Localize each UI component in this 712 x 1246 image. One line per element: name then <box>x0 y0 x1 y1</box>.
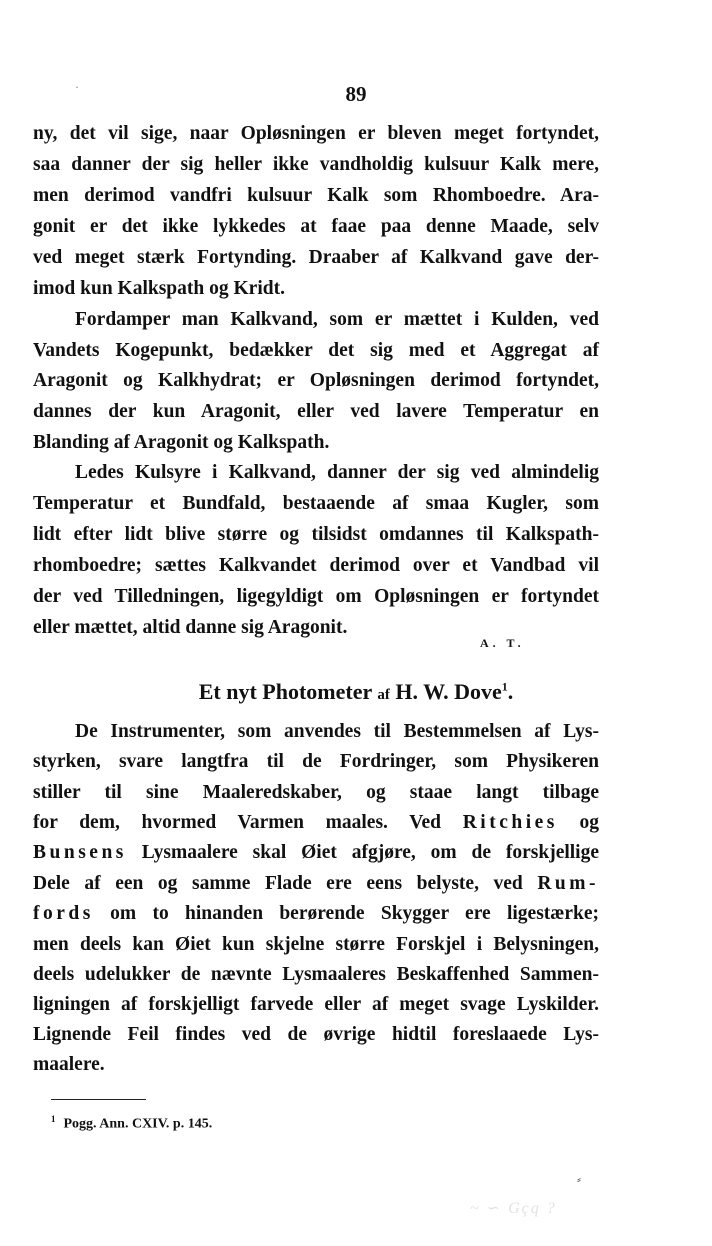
spaced-name-ritchies: Ritchies <box>462 812 558 833</box>
text-line: der ved Tilledningen, ligegyldigt om Opløsningen er fortyndet <box>33 586 599 607</box>
text-line <box>33 808 599 838</box>
text-line: ved meget stærk Fortynding. Draaber af Kalkvand gave der- <box>33 247 599 268</box>
text-line <box>33 838 599 868</box>
text-line: Temperatur et Bundfald, bestaaende af smaa Kugler, som <box>33 493 599 514</box>
text-line: imod kun Kalkspath og Kridt. <box>33 278 285 299</box>
text-line: De Instrumenter, som anvendes til Bestemmelsen af Lys- <box>75 721 599 742</box>
text-line: Ledes Kulsyre i Kalkvand, danner der sig ved almindelig <box>75 462 599 483</box>
footnote-text: Pogg. Ann. CXIV. p. 145. <box>63 1116 213 1132</box>
spaced-name-bunsens: Bunsens <box>33 842 127 863</box>
heading-author: H. W. Dove <box>395 679 502 704</box>
text-line: deels udelukker de nævnte Lysmaaleres Beskaffenhed Sammen- <box>33 964 599 985</box>
text-line: saa danner der sig heller ikke vandholdig kulsuur Kalk mere, <box>33 154 599 175</box>
text-line: Aragonit og Kalkhydrat; er Opløsningen derimod fortyndet, <box>33 370 599 391</box>
text-fragment: og <box>579 812 600 833</box>
heading-by: af <box>377 687 390 703</box>
text-line: ny, det vil sige, naar Opløsningen er bleven meget fortyndet, <box>33 123 599 144</box>
footnote-reference: 1 <box>501 679 508 694</box>
text-fragment: om to hinanden berørende Skygger ere ligestærke; <box>110 903 600 924</box>
text-line: Lignende Feil findes ved de øvrige hidtil foreslaaede Lys- <box>33 1024 599 1045</box>
text-line: dannes der kun Aragonit, eller ved lavere Temperatur en <box>33 401 599 422</box>
text-line: stiller til sine Maaleredskaber, og staae langt tilbage <box>33 782 599 803</box>
footnote-rule <box>51 1099 146 1100</box>
author-initials: A. T. <box>480 636 525 650</box>
speck: ⸗ <box>577 1172 581 1186</box>
footnote <box>51 1114 212 1133</box>
text-line: Blanding af Aragonit og Kalkspath. <box>33 432 330 453</box>
text-fragment: for dem, hvormed Varmen maales. Ved <box>33 812 442 833</box>
text-line: men derimod vandfri kulsuur Kalk som Rhomboedre. Ara- <box>33 185 599 206</box>
heading-title: Et nyt Photometer <box>198 679 372 704</box>
spaced-name-rumfords: Rum- <box>537 873 600 894</box>
text-line <box>33 869 599 899</box>
section-heading <box>0 679 712 705</box>
text-line: Vandets Kogepunkt, bedækker det sig med et Aggregat af <box>33 340 599 361</box>
text-line <box>33 899 599 929</box>
footnote-marker: 1 <box>51 1114 56 1124</box>
page-number: 89 <box>345 82 367 106</box>
faded-stamp-watermark: ~ ∽ Gçq ? <box>470 1200 557 1217</box>
text-line: ligningen af forskjelligt farvede eller af meget svage Lyskilder. <box>33 994 599 1015</box>
text-line: maalere. <box>33 1054 105 1075</box>
text-line: styrken, svare langtfra til de Fordringer, som Physikeren <box>33 751 599 772</box>
spaced-name-rumfords: fords <box>33 903 94 924</box>
speck: · <box>75 80 79 94</box>
text-line: eller mættet, altid danne sig Aragonit. <box>33 617 348 638</box>
text-line: Fordamper man Kalkvand, som er mættet i Kulden, ved <box>75 309 599 330</box>
heading-period: . <box>507 679 514 704</box>
text-line: men deels kan Øiet kun skjelne større Forskjel i Belysningen, <box>33 934 599 955</box>
text-fragment: Lysmaalere skal Øiet afgjøre, om de forskjellige <box>141 842 600 863</box>
text-fragment: Dele af een og samme Flade ere eens belyste, ved <box>33 873 523 894</box>
text-line: rhomboedre; sættes Kalkvandet derimod over et Vandbad vil <box>33 555 599 576</box>
text-line: lidt efter lidt blive større og tilsidst omdannes til Kalkspath- <box>33 524 599 545</box>
text-line: gonit er det ikke lykkedes at faae paa denne Maade, selv <box>33 216 599 237</box>
